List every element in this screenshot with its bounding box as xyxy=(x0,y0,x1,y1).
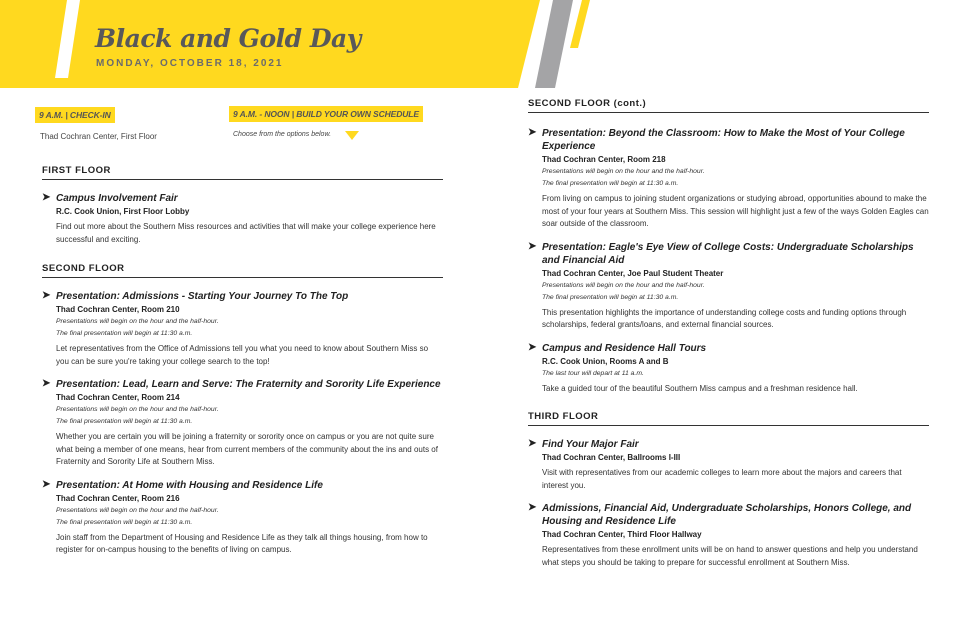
item-note: The final presentation will begin at 11:30 a.m. xyxy=(542,180,679,187)
item-note: The final presentation will begin at 11:30 a.m. xyxy=(56,418,193,425)
right-column xyxy=(528,98,929,569)
item-description: From living on campus to joining student organizations or studying abroad, opportunities abound to make the most of your four years at Southern Miss. This session will highlight just a few of the ways Golden Eagles can soar outside of the classroom. xyxy=(542,194,929,228)
arrow-bullet-icon: ➤ xyxy=(528,127,537,138)
item-description: Whether you are certain you will be joining a fraternity or sorority once on campus or you are not quite sure what being a member of one means, hear from current members of the community about the ins and outs of Fraternity and Sorority Life at Southern Miss. xyxy=(56,432,438,466)
item-title: Campus and Residence Hall Tours xyxy=(542,342,707,354)
item-note: Presentations will begin on the hour and the half-hour. xyxy=(542,281,705,289)
item-title: Presentation: At Home with Housing and Residence Life xyxy=(56,479,323,491)
item-title: Presentation: Beyond the Classroom: How to Make the Most of Your College Experience xyxy=(542,128,905,152)
item-location: Thad Cochran Center, Third Floor Hallway xyxy=(542,530,702,539)
gray-slash-stripe xyxy=(535,0,573,88)
item-description: This presentation highlights the importance of understanding college costs and funding options through scholarships, federal grants/loans, and external financial sources. xyxy=(542,307,907,329)
item-title: Find Your Major Fair xyxy=(542,439,639,450)
checkin-tag: 9 A.M. | CHECK-IN xyxy=(35,107,115,123)
list-item xyxy=(42,192,443,246)
item-location: R.C. Cook Union, Rooms A and B xyxy=(542,356,669,366)
gold-slash-stripe xyxy=(570,0,590,48)
arrow-bullet-icon: ➤ xyxy=(42,290,51,301)
build-schedule-tag: 9 A.M. - NOON | BUILD YOUR OWN SCHEDULE xyxy=(229,106,423,122)
arrow-bullet-icon: ➤ xyxy=(528,438,537,449)
item-location: Thad Cochran Center, Room 218 xyxy=(542,155,666,164)
build-schedule-note: Choose from the options below. xyxy=(233,131,332,138)
list-item xyxy=(42,479,443,557)
arrow-bullet-icon: ➤ xyxy=(528,240,537,252)
section-heading-third-floor: THIRD FLOOR xyxy=(528,411,929,426)
list-item xyxy=(528,342,929,396)
arrow-bullet-icon: ➤ xyxy=(528,341,537,353)
section-heading-first-floor: FIRST FLOOR xyxy=(42,165,443,180)
item-title: Campus Involvement Fair xyxy=(56,193,178,204)
item-description: Representatives from these enrollment units will be on hand to answer questions and help you understand what steps you should be taking to prepare for successful enrollment at Southern Miss. xyxy=(542,545,918,567)
list-item xyxy=(42,290,443,368)
item-note: Presentations will begin on the hour and the half-hour. xyxy=(56,406,219,413)
item-description: Visit with representatives from our academic colleges to learn more about the majors and careers that interest you. xyxy=(542,468,902,490)
item-title: Presentation: Admissions - Starting Your Journey To The Top xyxy=(56,291,349,302)
item-description: Join staff from the Department of Housing and Residence Life as they talk all things housing, from how to register for on-campus housing to the benefits of living on campus. xyxy=(56,532,428,554)
arrow-bullet-icon: ➤ xyxy=(42,378,51,389)
item-title: Admissions, Financial Aid, Undergraduate Scholarships, Honors College, and Housing and Residence Life xyxy=(542,503,912,527)
section-heading-second-floor: SECOND FLOOR xyxy=(42,263,443,278)
section-heading-second-floor-cont: SECOND FLOOR (cont.) xyxy=(528,98,929,113)
item-description: Take a guided tour of the beautiful Southern Miss campus and a freshman residence hall. xyxy=(542,383,858,393)
item-location: Thad Cochran Center, Room 216 xyxy=(56,493,180,503)
list-item xyxy=(528,241,929,332)
item-note: Presentations will begin on the hour and the half-hour. xyxy=(56,318,219,325)
item-note: The last tour will depart at 11 a.m. xyxy=(542,369,644,377)
list-item xyxy=(528,502,929,569)
item-description: Let representatives from the Office of Admissions tell you what you need to know about Southern Miss so you can be sure you're taking your college search to the top! xyxy=(56,344,429,366)
item-title: Presentation: Eagle's Eye View of College Costs: Undergraduate Scholarships and Financial Aid xyxy=(542,241,914,266)
item-location: Thad Cochran Center, Ballrooms I-III xyxy=(542,453,681,462)
item-note: Presentations will begin on the hour and the half-hour. xyxy=(542,168,705,175)
event-date: MONDAY, OCTOBER 18, 2021 xyxy=(96,58,284,69)
list-item xyxy=(528,438,929,492)
item-location: Thad Cochran Center, Room 214 xyxy=(56,393,180,402)
arrow-bullet-icon: ➤ xyxy=(42,192,51,203)
item-note: The final presentation will begin at 11:30 a.m. xyxy=(56,518,193,526)
item-note: The final presentation will begin at 11:30 a.m. xyxy=(542,293,679,301)
item-description: Find out more about the Southern Miss resources and activities that will make your college experience here successful and exciting. xyxy=(56,222,436,244)
item-note: Presentations will begin on the hour and the half-hour. xyxy=(56,506,219,514)
arrow-bullet-icon: ➤ xyxy=(528,502,537,513)
arrow-bullet-icon: ➤ xyxy=(42,478,51,490)
left-column xyxy=(42,165,443,557)
checkin-location: Thad Cochran Center, First Floor xyxy=(40,132,157,141)
list-item xyxy=(528,127,929,231)
page-title: Black and Gold Day xyxy=(95,24,361,53)
list-item xyxy=(42,378,443,469)
arrow-down-icon xyxy=(345,131,359,140)
item-title: Presentation: Lead, Learn and Serve: The Fraternity and Sorority Life Experience xyxy=(56,379,441,390)
item-location: R.C. Cook Union, First Floor Lobby xyxy=(56,207,190,216)
item-note: The final presentation will begin at 11:30 a.m. xyxy=(56,330,193,337)
item-location: Thad Cochran Center, Joe Paul Student Theater xyxy=(542,268,724,278)
item-location: Thad Cochran Center, Room 210 xyxy=(56,305,180,314)
